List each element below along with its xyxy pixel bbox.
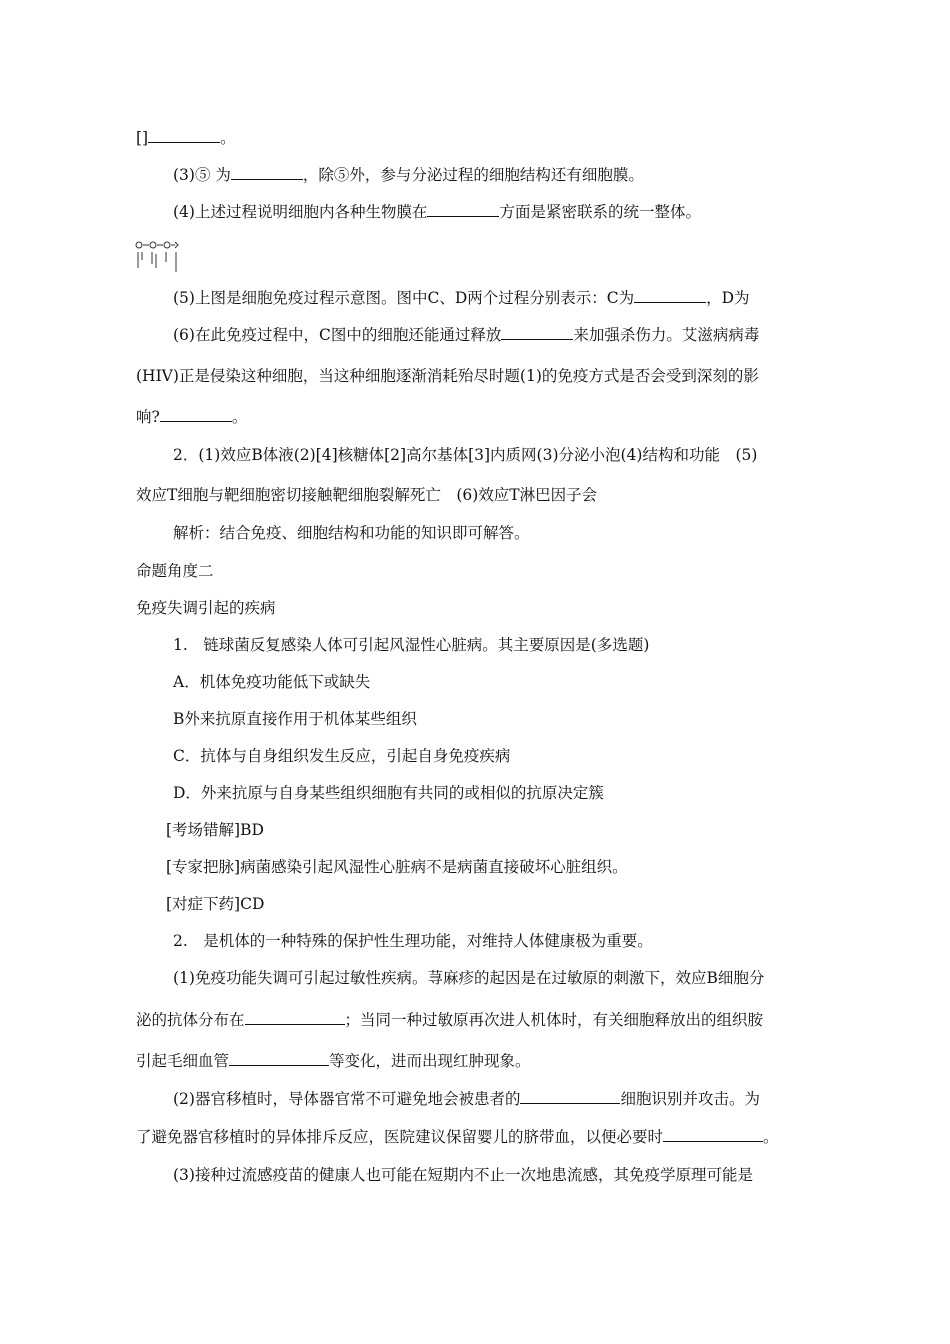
answer-blank (229, 1051, 329, 1066)
text-line: (3)接种过流感疫苗的健康人也可能在短期内不止一次地患流感，其免疫学原理可能是 (173, 1166, 753, 1184)
section-subheading: 免疫失调引起的疾病 (136, 599, 276, 617)
text-line: (HIV)正是侵染这种细胞，当这种细胞逐渐消耗殆尽时题(1)的免疫方式是否会受到深刻的影 (136, 367, 759, 385)
answer-line: 效应T细胞与靶细胞密切接触靶细胞裂解死亡 (6)效应T淋巴因子会 (136, 486, 598, 504)
text-line: 了避免器官移植时的异体排斥反应，医院建议保留婴儿的脐带血，以便必要时 。 (136, 1128, 779, 1146)
text-line: [] 。 (136, 129, 236, 147)
expert-note: [专家把脉]病菌感染引起风湿性心脏病不是病菌直接破坏心脏组织。 (166, 858, 628, 876)
question-stem: 2. 是机体的一种特殊的保护性生理功能，对维持人体健康极为重要。 (173, 932, 653, 950)
answer-blank (148, 128, 220, 143)
question-stem: 1. 链球菌反复感染人体可引起风湿性心脏病。其主要原因是(多选题) (173, 636, 650, 654)
text-line: 响? 。 (136, 408, 248, 426)
option-a: A．机体免疫功能低下或缺失 (173, 673, 371, 691)
answer-blank (501, 325, 573, 340)
answer-blank (634, 288, 706, 303)
text-line: 泌的抗体分布在 ；当同一种过敏原再次进人机体时，有关细胞释放出的组织胺 (136, 1011, 764, 1029)
answer-blank (427, 202, 499, 217)
answer-blank (231, 165, 303, 180)
answer-blank (663, 1127, 763, 1142)
text-line: (4)上述过程说明细胞内各种生物膜在 方面是紧密联系的统一整体。 (173, 203, 701, 221)
option-d: D．外来抗原与自身某些组织细胞有共同的或相似的抗原决定簇 (173, 784, 604, 802)
answer-blank (245, 1010, 345, 1025)
answer-blank (520, 1089, 620, 1104)
option-b: B外来抗原直接作用于机体某些组织 (173, 710, 417, 728)
text-line: (1)免疫功能失调可引起过敏性疾病。荨麻疹的起因是在过敏原的刺激下，效应B细胞分 (173, 969, 765, 987)
answer-blank (160, 407, 232, 422)
wrong-answer-note: [考场错解]BD (166, 821, 264, 839)
analysis-line: 解析：结合免疫、细胞结构和功能的知识即可解答。 (173, 524, 530, 542)
immune-process-figure-thumbnail (134, 238, 180, 274)
option-c: C．抗体与自身组织发生反应，引起自身免疫疾病 (173, 747, 511, 765)
section-heading: 命题角度二 (136, 562, 214, 580)
text-line: (3)⑤ 为 ，除⑤外，参与分泌过程的细胞结构还有细胞膜。 (173, 166, 644, 184)
answer-line: 2．(1)效应B体液(2)[4]核糖体[2]高尔基体[3]内质网(3)分泌小泡(4)结构和功能 (5) (173, 446, 758, 464)
text-line: (2)器官移植时，导体器官常不可避免地会被患者的 细胞识别并攻击。为 (173, 1090, 760, 1108)
text-line: (6)在此免疫过程中，C图中的细胞还能通过释放 来加强杀伤力。艾滋病病毒 (173, 326, 760, 344)
text-line: (5)上图是细胞免疫过程示意图。图中C、D两个过程分别表示：C为 ，D为 (173, 289, 750, 307)
correct-answer-note: [对症下药]CD (166, 895, 265, 913)
text-line: 引起毛细血管 等变化，进而出现红肿现象。 (136, 1052, 531, 1070)
